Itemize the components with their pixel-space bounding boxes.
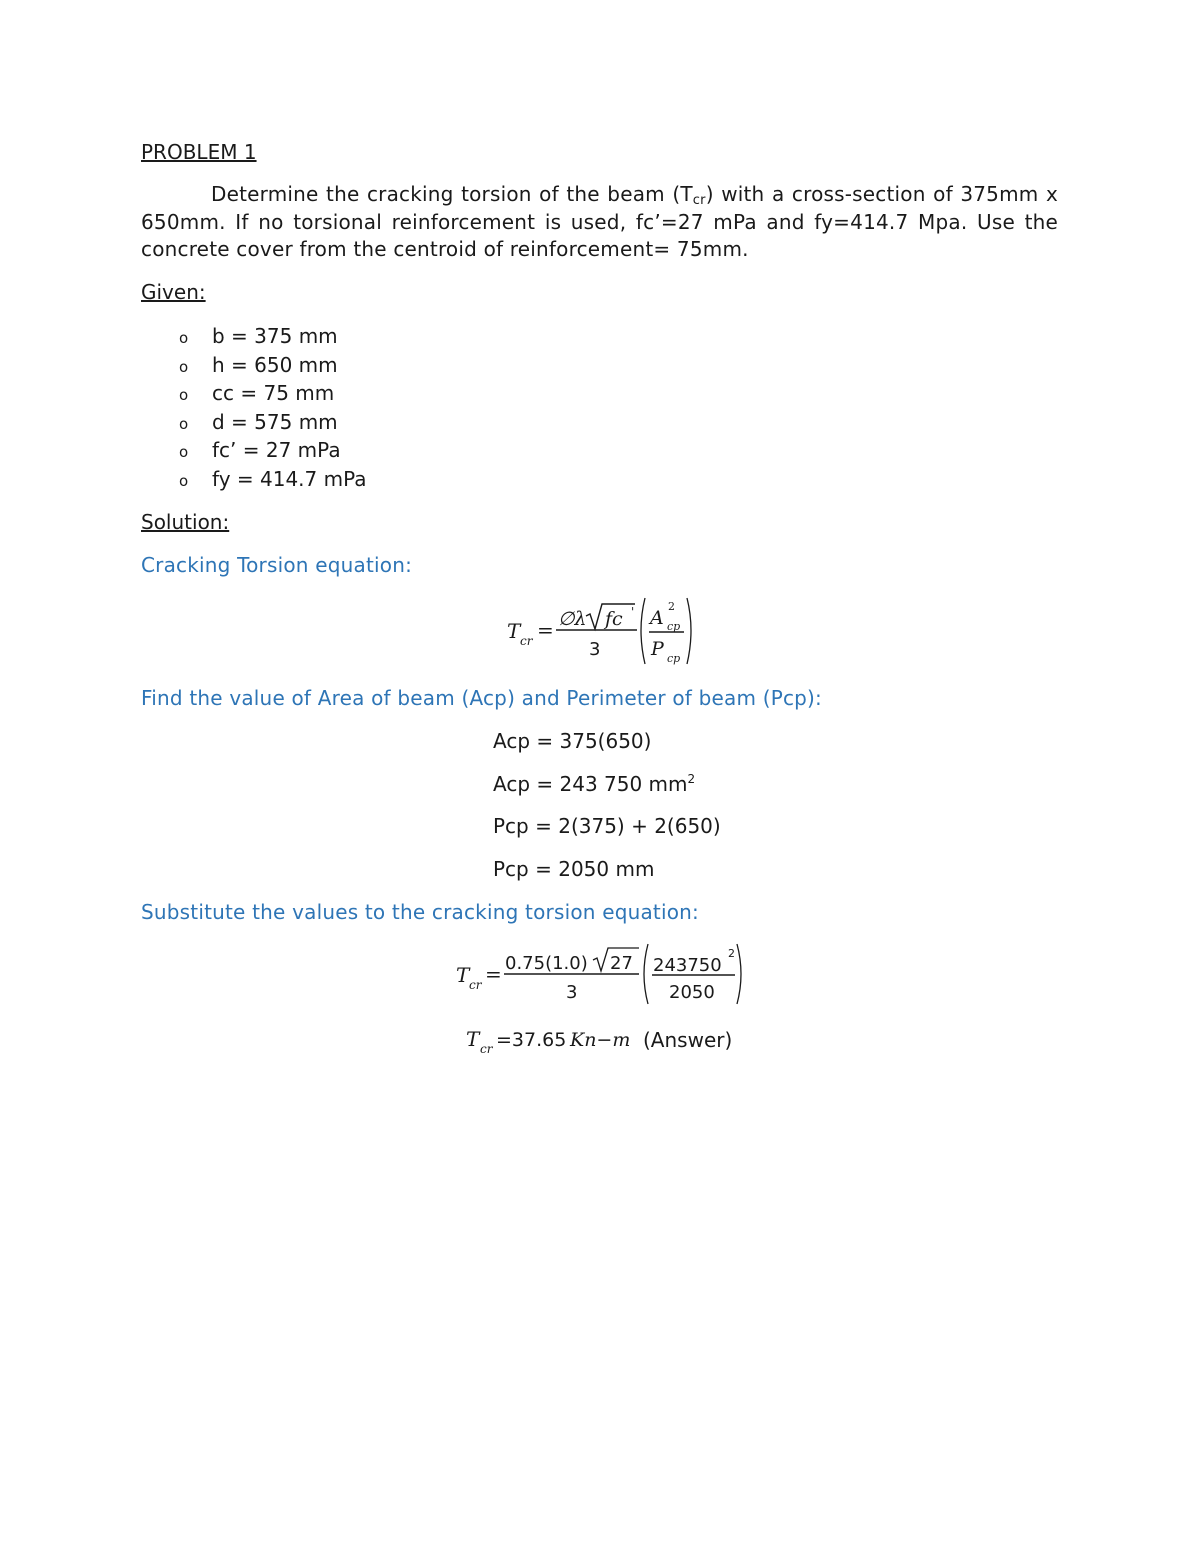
- bullet-icon: o: [179, 471, 189, 490]
- eq1-lhs-sub: cr: [520, 634, 533, 648]
- eq2-frac-num-sup: 2: [728, 947, 735, 960]
- result-lhs: T: [466, 1027, 480, 1051]
- bullet-icon: o: [179, 386, 189, 405]
- given-item: o b = 375 mm: [141, 322, 367, 351]
- step2-label: Find the value of Area of beam (Acp) and Perimeter of beam (Pcp):: [141, 686, 822, 710]
- left-paren-icon: [644, 944, 648, 1004]
- result-unit: Kn−m: [570, 1029, 631, 1051]
- eq1-lhs: T: [507, 619, 521, 643]
- calc-area-result: Acp = 243 750 $mm^2$: [493, 772, 696, 796]
- eq1-area: A: [650, 607, 664, 629]
- bullet-icon: o: [179, 329, 189, 347]
- eq1-perim: P: [651, 638, 664, 660]
- bullet-icon: o: [179, 357, 189, 376]
- given-item: o h = 650 mm: [141, 351, 367, 380]
- cracking-torsion-formula: [500, 592, 710, 672]
- problem-statement: [141, 181, 1058, 264]
- eq1-num-prefix: ∅λ: [558, 608, 587, 630]
- problem-title: PROBLEM 1: [141, 140, 257, 164]
- eq2-radicand: 27: [610, 953, 633, 974]
- given-item: o cc = 75 mm: [141, 379, 367, 408]
- solution-heading: Solution:: [141, 510, 230, 534]
- eq2-num-coef: 0.75(1.0): [505, 953, 588, 974]
- eq1-prime: ': [631, 605, 635, 619]
- calc-perimeter: Pcp = 2(375) + 2(650): [493, 814, 721, 838]
- eq2-frac-num: 243750: [653, 955, 722, 976]
- eq2-frac-den: 2050: [669, 982, 715, 1003]
- statement-part-b: ) with a cross-section of 375mm x 650mm. If no torsional reinforcement is used, fc’=27 mPa and fy=414.7 Mpa. Use the concrete cover from the centroid of reinforcement= 75mm.: [141, 182, 1059, 261]
- right-paren-icon: [737, 944, 741, 1004]
- eq2-lhs-sub: cr: [469, 978, 482, 992]
- eq1-den: 3: [589, 639, 601, 660]
- eq1-perim-sub: cp: [667, 652, 681, 665]
- eq1-equals: =: [537, 618, 554, 642]
- given-item: o d = 575 mm: [141, 408, 367, 437]
- statement-subscript: cr: [692, 193, 706, 208]
- substituted-formula: [450, 940, 750, 1010]
- calc-perimeter-result: Pcp = 2050 mm: [493, 857, 655, 881]
- result-value: =37.65: [496, 1029, 567, 1051]
- bullet-icon: o: [179, 414, 189, 433]
- given-heading: Given:: [141, 280, 206, 304]
- eq2-equals: =: [485, 962, 502, 986]
- eq2-den: 3: [566, 982, 578, 1003]
- eq1-area-sup: 2: [668, 600, 675, 613]
- result-lhs-sub: cr: [480, 1042, 493, 1056]
- given-item: o fc’ = 27 mPa: [141, 436, 367, 465]
- eq1-area-sub: cp: [667, 620, 681, 633]
- given-list: [141, 322, 367, 494]
- step1-label: Cracking Torsion equation:: [141, 553, 413, 577]
- calc-area: Acp = 375(650): [493, 729, 652, 753]
- given-item: o fy = 414.7 mPa: [141, 465, 367, 494]
- statement-part-a: Determine the cracking torsion of the beam (T: [211, 182, 693, 206]
- right-paren-icon: [687, 598, 691, 664]
- eq1-radicand: fc: [605, 608, 623, 630]
- bullet-icon: o: [179, 443, 189, 462]
- eq2-lhs: T: [456, 963, 470, 987]
- answer-label: (Answer): [643, 1028, 733, 1052]
- left-paren-icon: [641, 598, 645, 664]
- step3-label: Substitute the values to the cracking torsion equation:: [141, 900, 699, 924]
